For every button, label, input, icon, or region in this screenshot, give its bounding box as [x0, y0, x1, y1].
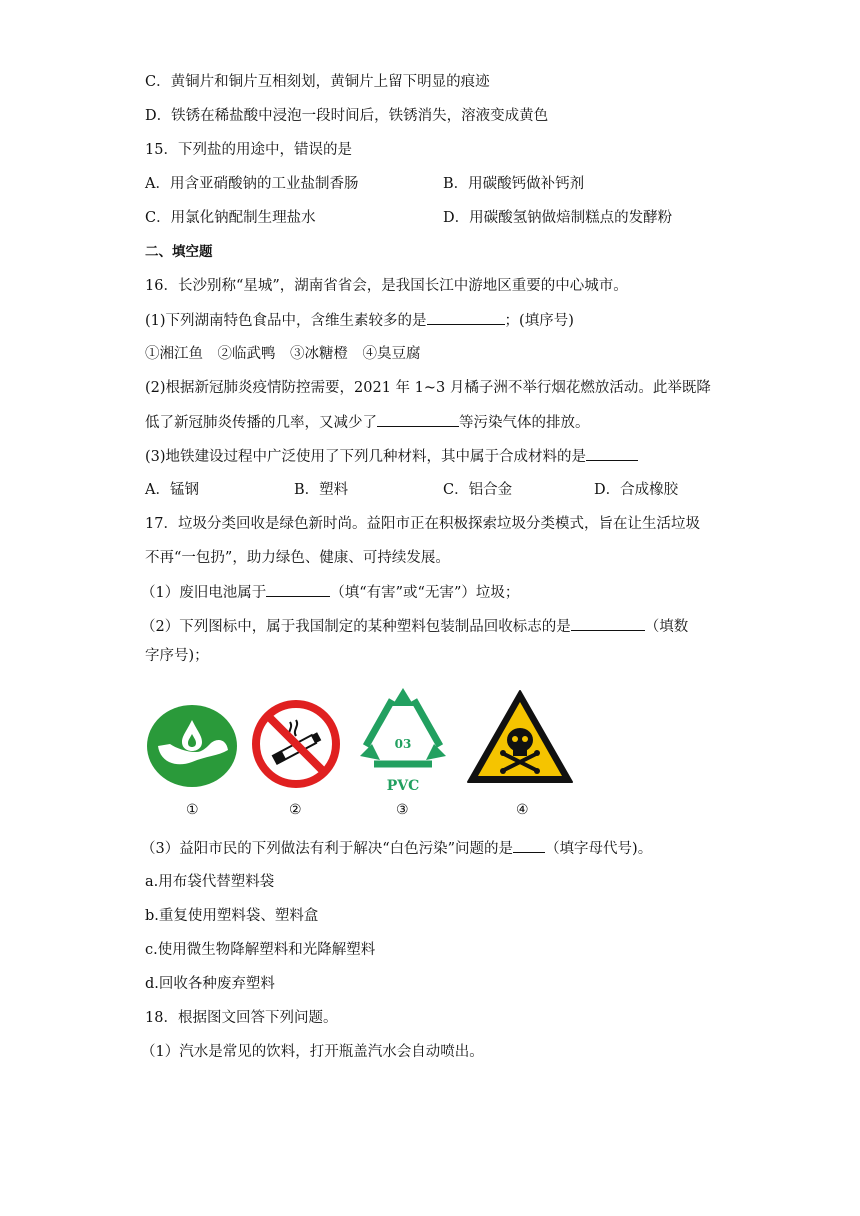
q16-part1-suffix: ；(填序号) [504, 313, 574, 329]
q14-option-c: C．黄铜片和铜片互相刻划，黄铜片上留下明显的痕迹 [145, 74, 490, 90]
q16-part1-choices: ①湘江鱼 ②临武鸭 ③冰糖橙 ④臭豆腐 [145, 346, 421, 362]
section-heading: 二、填空题 [145, 244, 213, 260]
q17-option-a: a.用布袋代替塑料袋 [145, 874, 275, 890]
answer-blank[interactable] [571, 616, 645, 631]
recycling-pvc-icon [352, 686, 454, 794]
q17-option-d: d.回收各种废弃塑料 [145, 976, 275, 992]
q17-stem-line1: 17．垃圾分类回收是绿色新时尚。益阳市正在积极探索垃圾分类模式，旨在让生活垃圾 [145, 516, 700, 532]
q17-part3-text: （3）益阳市民的下列做法有利于解决“白色污染”问题的是 [141, 841, 514, 857]
q18-part1: （1）汽水是常见的饮料，打开瓶盖汽水会自动喷出。 [141, 1044, 484, 1060]
icon-label-2: ② [289, 802, 302, 818]
q17-part3 [141, 838, 652, 859]
answer-blank[interactable] [427, 310, 505, 325]
q16-part3-text: (3)地铁建设过程中广泛使用了下列几种材料，其中属于合成材料的是 [145, 449, 587, 465]
answer-blank[interactable] [586, 446, 638, 461]
answer-blank[interactable] [266, 582, 330, 597]
q18-stem: 18．根据图文回答下列问题。 [145, 1010, 338, 1026]
q17-part2-line2: 字序号)； [145, 648, 209, 664]
q16-part2-line1: (2)根据新冠肺炎疫情防控需要，2021 年 1~3 月橘子洲不举行烟花燃放活动。此举既降 [145, 380, 711, 396]
q16-option-a: A．锰钢 [145, 482, 199, 498]
q17-part1-text: （1）废旧电池属于 [141, 585, 267, 601]
icon-label-4: ④ [516, 802, 529, 818]
q16-part2-suffix: 等污染气体的排放。 [459, 415, 590, 431]
q15-option-d: D．用碳酸氢钠做焙制糕点的发酵粉 [443, 210, 673, 226]
q16-part1 [145, 310, 574, 331]
q17-option-b: b.重复使用塑料袋、塑料盒 [145, 908, 319, 924]
q16-option-d: D．合成橡胶 [594, 482, 679, 498]
q15-stem: 15．下列盐的用途中，错误的是 [145, 142, 352, 158]
q17-part2-suffix: （填数 [644, 619, 689, 635]
answer-blank[interactable] [513, 838, 545, 853]
q17-part2-text: （2）下列图标中，属于我国制定的某种塑料包装制品回收标志的是 [141, 619, 571, 635]
q17-option-c: c.使用微生物降解塑料和光降解塑料 [145, 942, 376, 958]
q15-option-c: C．用氯化钠配制生理盐水 [145, 210, 316, 226]
q17-part2 [141, 616, 688, 637]
water-saving-icon [146, 704, 238, 788]
q16-part2-text: 低了新冠肺炎传播的几率，又减少了 [145, 415, 377, 431]
q16-part2-line2 [145, 412, 590, 433]
no-smoking-icon [250, 698, 342, 790]
q15-option-b: B．用碳酸钙做补钙剂 [443, 176, 585, 192]
recycle-code-text: 03 [394, 737, 412, 751]
q17-part1 [141, 582, 519, 603]
q17-stem-line2: 不再“一包扔”，助力绿色、健康、可持续发展。 [145, 550, 450, 566]
icon-label-1: ① [186, 802, 199, 818]
q16-part1-text: (1)下列湖南特色食品中，含维生素较多的是 [145, 313, 427, 329]
q16-option-b: B．塑料 [294, 482, 349, 498]
q15-option-a: A．用含亚硝酸钠的工业盐制香肠 [145, 176, 359, 192]
q17-part1-suffix: （填“有害”或“无害”）垃圾； [330, 585, 520, 601]
q16-stem: 16．长沙别称“星城”，湖南省省会，是我国长江中游地区重要的中心城市。 [145, 278, 628, 294]
answer-blank[interactable] [377, 412, 459, 427]
recycle-material-text: PVC [386, 778, 420, 794]
icon-label-3: ③ [396, 802, 409, 818]
toxic-warning-icon [464, 688, 576, 786]
q16-option-c: C．铝合金 [443, 482, 513, 498]
q17-part3-suffix: （填字母代号)。 [545, 841, 653, 857]
q14-option-d: D．铁锈在稀盐酸中浸泡一段时间后，铁锈消失，溶液变成黄色 [145, 108, 549, 124]
q16-part3 [145, 446, 638, 467]
